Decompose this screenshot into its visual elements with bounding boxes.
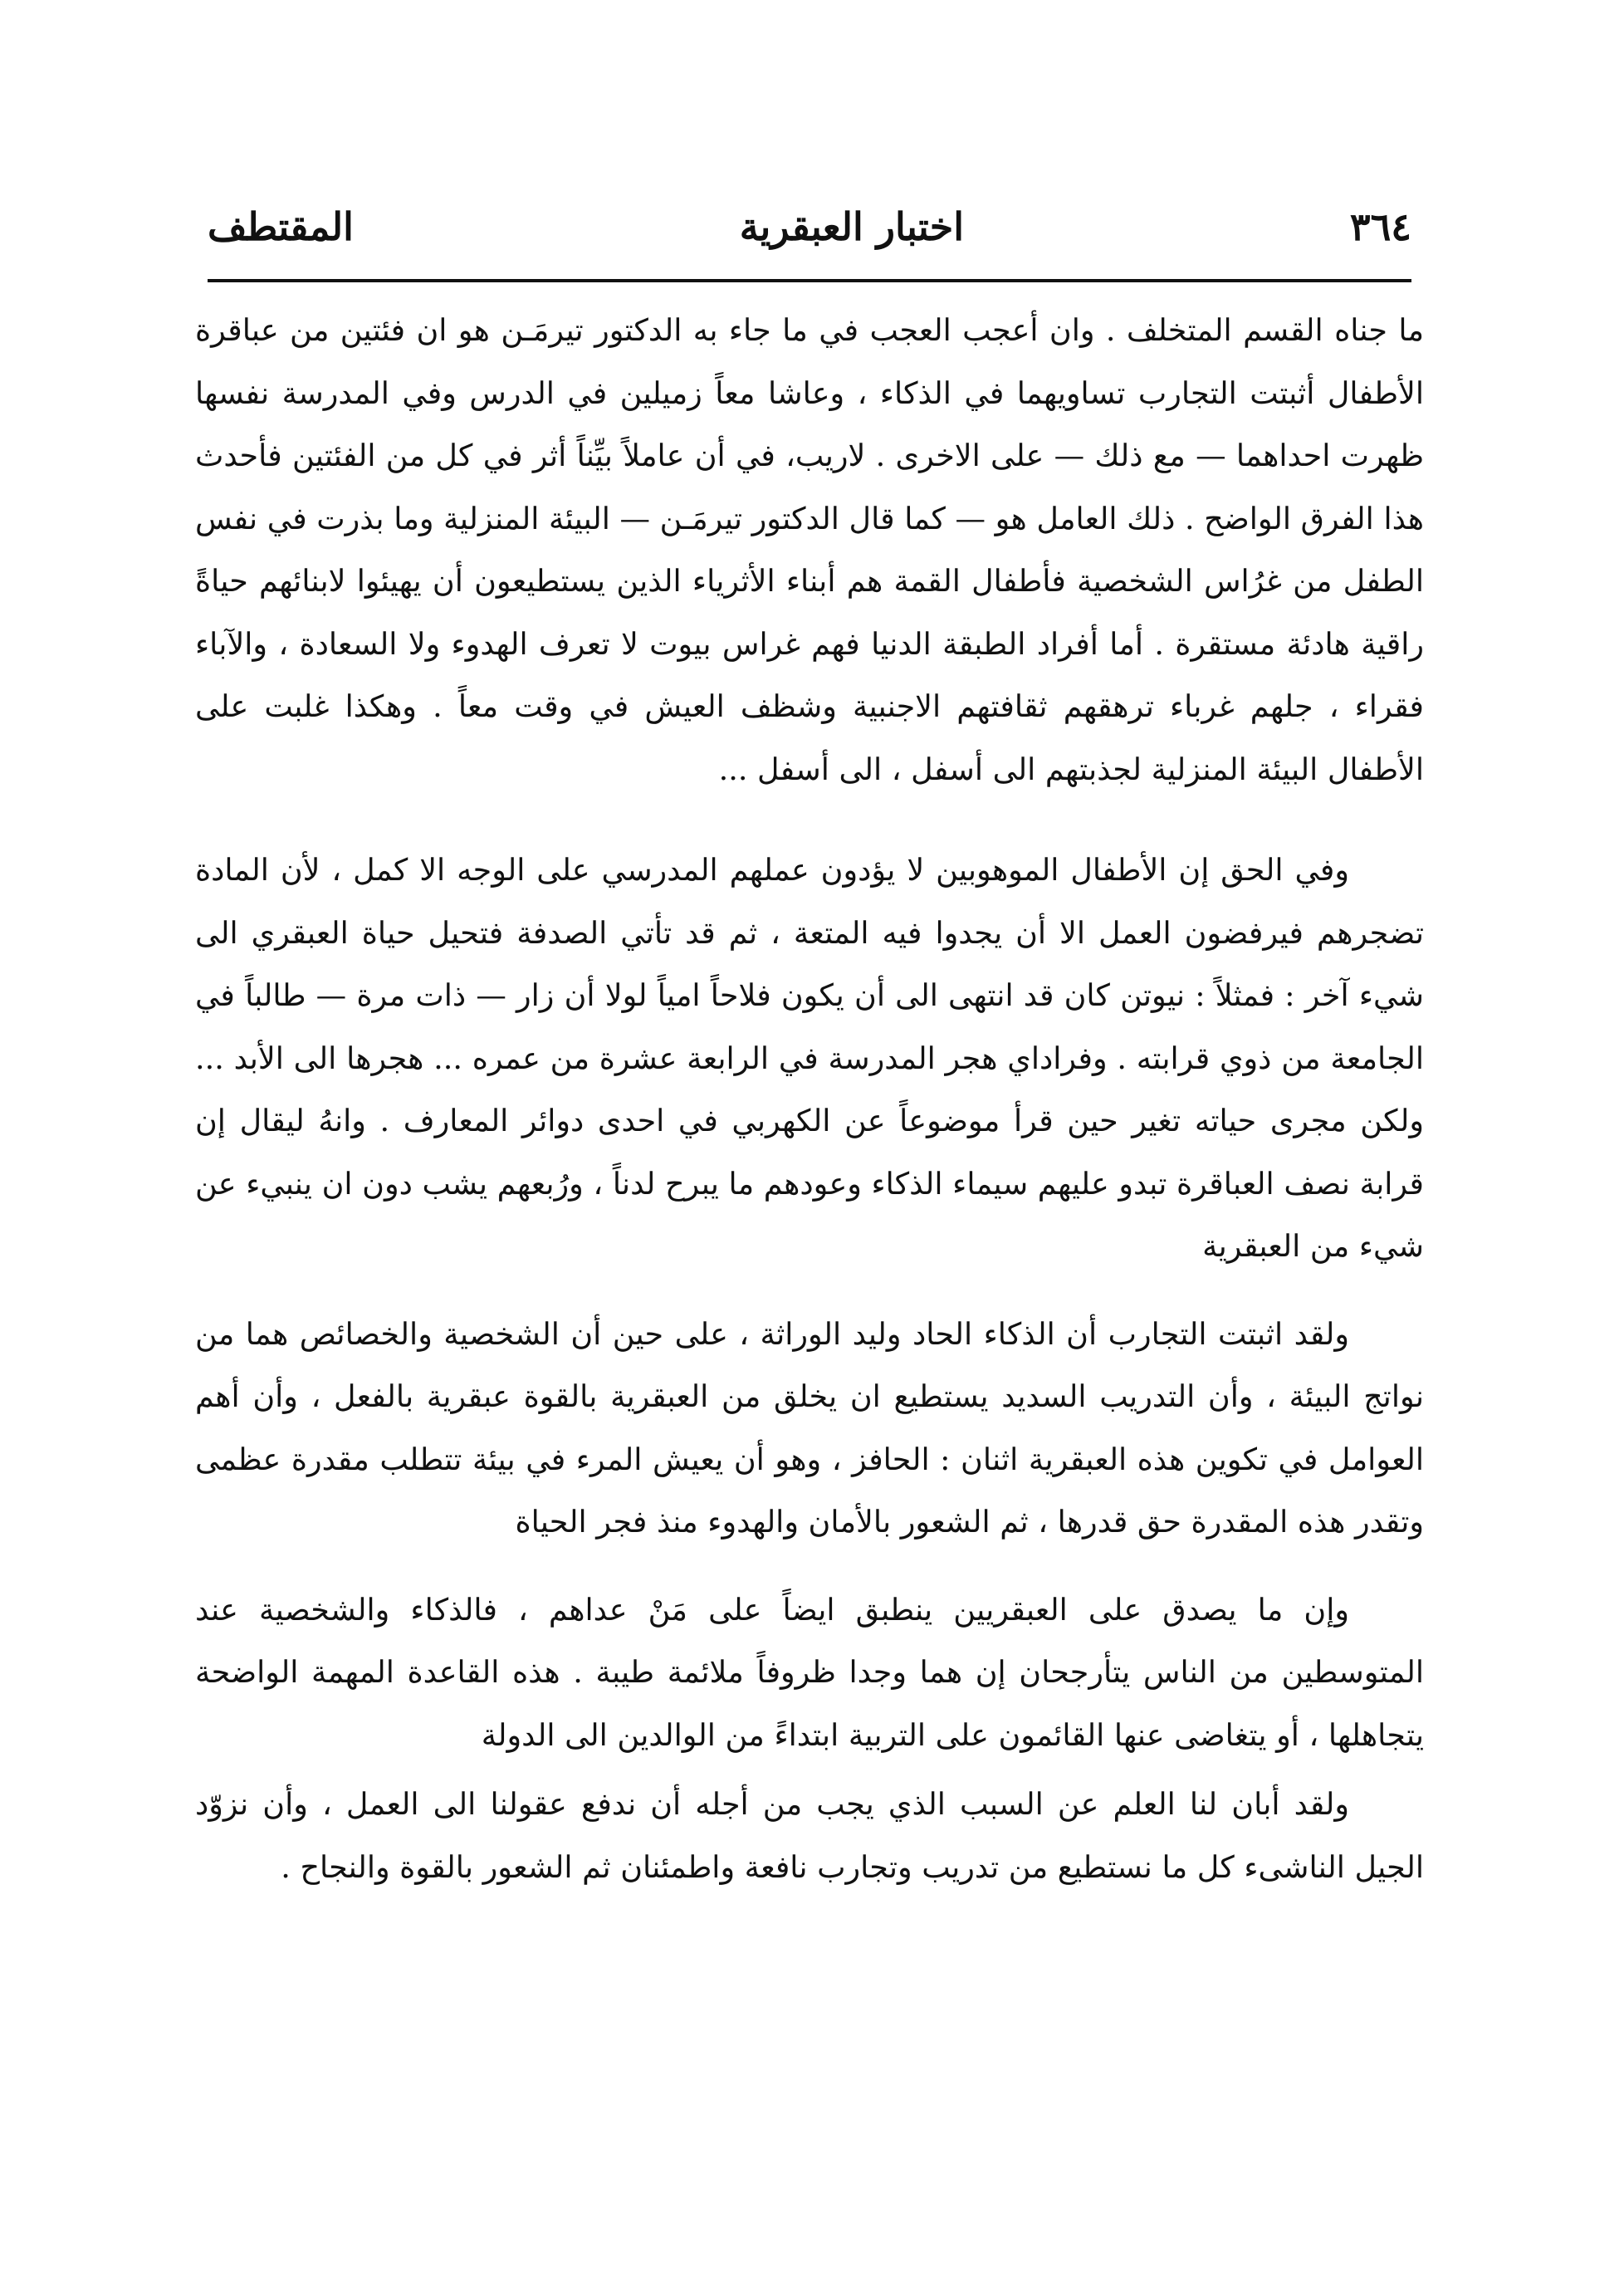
paragraph-gap: [195, 800, 1424, 839]
paragraph-gap: [195, 1278, 1424, 1303]
paragraph: ولقد أبان لنا العلم عن السبب الذي يجب من أجله أن ندفع عقولنا الى العمل ، وأن نزوّد الجيل الناشىء كل ما نستطيع من تدريب وتجارب نافعة واطمئنان ثم الشعور بالقوة والنجاح .: [195, 1786, 1424, 1885]
paragraph: وفي الحق إن الأطفال الموهوبين لا يؤدون عملهم المدرسي على الوجه الا كمل ، لأن المادة تضجرهم فيرفضون العمل الا أن يجدوا فيه المتعة ، ثم قد تأتي الصدفة فتحيل حياة العبقري الى شيء آخر : فمثلاً : نيوتن كان قد انتهى الى أن يكون فلاحاً امياً لولا أن زار — ذات مرة — طالباً في الجامعة من ذوي قرابته . وفراداي هجر المدرسة في الرابعة عشرة من عمره ... هجرها الى الأبد ... ولكن مجرى حياته تغير حين قرأ موضوعاً عن الكهربي في احدى دوائر المعارف . وانهُ ليقال إن قرابة نصف العباقرة تبدو عليهم سيماء الذكاء وعودهم ما يبرح لدناً ، ورُبعهم يشب دون ان ينبيء عن شيء من العبقرية: [195, 852, 1424, 1264]
page-number: ٣٦٤: [1349, 204, 1411, 249]
paragraph: وإن ما يصدق على العبقريين ينطبق ايضاً على مَنْ عداهم ، فالذكاء والشخصية عند المتوسطين من الناس يتأرجحان إن هما وجدا ظروفاً ملائمة طيبة . هذه القاعدة المهمة الواضحة يتجاهلها ، أو يتغاضى عنها القائمون على التربية ابتداءً من الوالدين الى الدولة: [195, 1591, 1424, 1753]
paragraph: ولقد اثبتت التجارب أن الذكاء الحاد وليد الوراثة ، على حين أن الشخصية والخصائص هما من نواتج البيئة ، وأن التدريب السديد يستطيع ان يخلق من العبقرية بالقوة عبقرية بالفعل ، وأن أهم العوامل في تكوين هذه العبقرية اثنان : الحافز ، وهو أن يعيش المرء في بيئة تتطلب مقدرة عظمى وتقدر هذه المقدرة حق قدرها ، ثم الشعور بالأمان والهدوء منذ فجر الحياة: [195, 1315, 1424, 1540]
article-body: [195, 299, 1424, 1898]
article-title: اختبار العبقرية: [739, 204, 964, 249]
journal-name: المقتطف: [208, 204, 354, 249]
paragraph-gap: [195, 1554, 1424, 1579]
header-divider: [208, 279, 1411, 282]
paragraph: ما جناه القسم المتخلف . وان أعجب العجب في ما جاء به الدكتور تيرمَـن هو ان فئتين من عباقرة الأطفال أثبتت التجارب تساويهما في الذكاء ، وعاشا معاً زميلين في الدرس وفي المدرسة نفسها ظهرت احداهما — مع ذلك — على الاخرى . لاريب، في أن عاملاً بيِّناً أثر في كل من الفئتين فأحدث هذا الفرق الواضح . ذلك العامل هو — كما قال الدكتور تيرمَـن — البيئة المنزلية وما بذرت في نفس الطفل من غرُاس الشخصية فأطفال القمة هم أبناء الأثرياء الذين يستطيعون أن يهيئوا لابنائهم حياةً راقية هادئة مستقرة . أما أفراد الطبقة الدنيا فهم غراس بيوت لا تعرف الهدوء ولا السعادة ، والآباء فقراء ، جلهم غرباء ترهقهم ثقافتهم الاجنبية وشظف العيش في وقت معاً . وهكذا غلبت على الأطفال البيئة المنزلية لجذبتهم الى أسفل ، الى أسفل ...: [195, 312, 1424, 787]
running-header: [208, 189, 1411, 264]
paragraph-gap: [195, 1766, 1424, 1773]
